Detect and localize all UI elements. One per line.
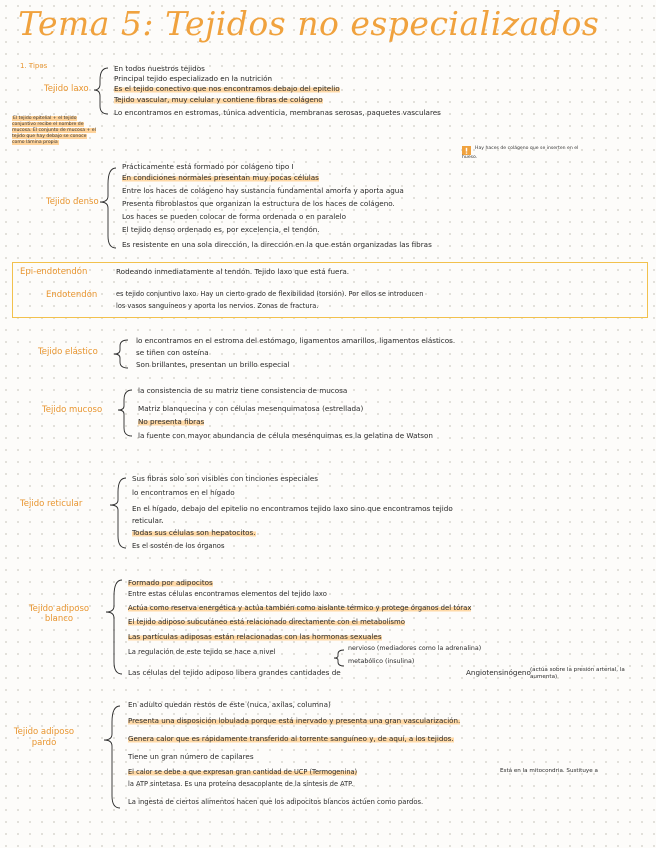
text-line: En condiciones normales presentan muy pocas células — [122, 173, 319, 182]
text-line: Es el sostén de los órganos — [132, 542, 225, 550]
text-line: El calor se debe a que expresan gran cantidad de UCP (Termogenina) — [128, 768, 358, 776]
text-line: Presenta fibroblastos que organizan la estructura de los haces de colágeno. — [122, 199, 395, 208]
text-line: Las células del tejido adiposo libera grandes cantidades de — [128, 668, 341, 677]
text-line: Es el tejido conectivo que nos encontramos debajo del epitelio — [114, 84, 340, 93]
text-line: En todos nuestros tejidos — [114, 64, 205, 73]
section-number-tipos: 1. Tipos — [20, 62, 48, 70]
label-endotendon: Endotendón — [46, 290, 98, 300]
text-line: Las partículas adiposas están relacionadas con las hormonas sexuales — [128, 632, 382, 641]
highlight-word: Angiotensinógeno — [466, 668, 531, 677]
label-tejido-reticular: Tejido reticular — [20, 499, 83, 509]
text-line: la ATP sintetasa. Es una proteína desacoplante de la síntesis de ATP. — [128, 780, 354, 788]
text-line: Sus fibras solo son visibles con tinciones especiales — [132, 474, 319, 483]
text-line: reticular. — [132, 516, 164, 525]
label-tejido-laxo: Tejido laxo — [44, 84, 89, 94]
text-line: Genera calor que es rápidamente transferido al torrente sanguíneo y, de aquí, a los tejidos. — [128, 734, 454, 743]
text-line: nervioso (mediadores como la adrenalina) — [348, 645, 482, 652]
text-line: Formado por adipocitos — [128, 578, 213, 587]
text-line: Tiene un gran número de capilares — [128, 752, 254, 761]
label-tejido-elastico: Tejido elástico — [38, 347, 98, 357]
text-line: Está en la mitocondria. Sustituye a — [500, 768, 598, 774]
text-line: lo encontramos en el hígado — [132, 488, 235, 497]
text-line: Lo encontramos en estromas, túnica adventicia, membranas serosas, paquetes vasculares — [114, 108, 441, 117]
text-line: En adulto quedan restos de éste (nuca, axilas, columna) — [128, 700, 331, 709]
text-line: Rodeando inmediatamente al tendón. Tejido laxo que está fuera. — [116, 267, 350, 276]
text-line: Principal tejido especializado en la nutrición — [114, 74, 273, 83]
text-line: Es resistente en una sola dirección, la dirección en la que están organizadas las fibras — [122, 240, 432, 249]
text-line: Son brillantes, presentan un brillo especial — [136, 360, 290, 369]
text-line: Presenta una disposición lobulada porque está inervado y presenta una gran vascularización. — [128, 716, 461, 725]
text-line: metabólico (insulina) — [348, 658, 415, 665]
label-tejido-mucoso: Tejido mucoso — [42, 405, 103, 415]
callout-text: Hay haces de colágeno que se inserten en el hueso. — [462, 146, 579, 160]
text-line: El tejido adiposo subcutáneo está relacionado directamente con el metabolismo — [128, 618, 405, 626]
text-line: La regulación de este tejido se hace a nivel — [128, 648, 276, 656]
text-line: Prácticamente está formado por colágeno tipo I — [122, 162, 294, 171]
text-line: La ingesta de ciertos alimentos hacen que los adipocitos blancos actúen como pardos. — [128, 798, 424, 806]
text-line: es tejido conjuntivo laxo. Hay un cierto grado de flexibilidad (torsión). Por ellos se introducen — [116, 290, 424, 298]
label-epi-endotendon: Epi-endotendón — [20, 267, 88, 277]
text-line: Entre estas células encontramos elementos del tejido laxo — [128, 590, 327, 598]
page-title: Tema 5: Tejidos no especializados — [18, 4, 600, 43]
text-line: Todas sus células son hepatocitos. — [132, 528, 256, 537]
label-tejido-denso: Tejido denso — [46, 197, 99, 207]
text-line: lo encontramos en el estroma del estómago, ligamentos amarillos, ligamentos elásticos. — [136, 336, 456, 345]
text-line: Tejido vascular, muy celular y contiene fibras de colágeno — [114, 95, 323, 104]
label-tejido-adiposo-blanco: Tejido adiposo blanco — [28, 604, 90, 624]
text-line: Actúa como reserva energética y actúa también como aislante térmico y protege órganos del tórax — [128, 604, 472, 612]
text-line: la fuente con mayor abundancia de célula mesénquimas es la gelatina de Watson — [138, 431, 433, 440]
text-line: El tejido denso ordenado es, por excelencia, el tendón. — [122, 225, 320, 234]
label-tejido-adiposo-pardo: Tejido adiposo pardo — [13, 727, 75, 748]
text-line: Matriz blanquecina y con células mesenquimatosa (estrellada) — [138, 404, 364, 413]
side-note-text: El tejido epitelial + el tejido conjuntivo recibe el nombre de mucosa. El conjunto de mucosa + el tejido que hay debajo se conoce como lámina propia — [12, 116, 96, 145]
text-line: En el hígado, debajo del epitelio no encontramos tejido laxo sino que encontramos tejido — [132, 504, 453, 513]
text-line: la consistencia de su matriz tiene consistencia de mucosa — [138, 386, 348, 395]
text-line: Entre los haces de colágeno hay sustancia fundamental amorfa y aporta agua — [122, 186, 404, 195]
text-line: No presenta fibras — [138, 417, 205, 426]
text-line: (actúa sobre la presión arterial, la aumenta) — [530, 667, 625, 680]
text-line: se tiñen con osteína — [136, 348, 209, 357]
text-line: los vasos sanguíneos y aporta los nervios. Zonas de fractura. — [116, 302, 319, 310]
text-line: Los haces se pueden colocar de forma ordenada o en paralelo — [122, 212, 347, 221]
